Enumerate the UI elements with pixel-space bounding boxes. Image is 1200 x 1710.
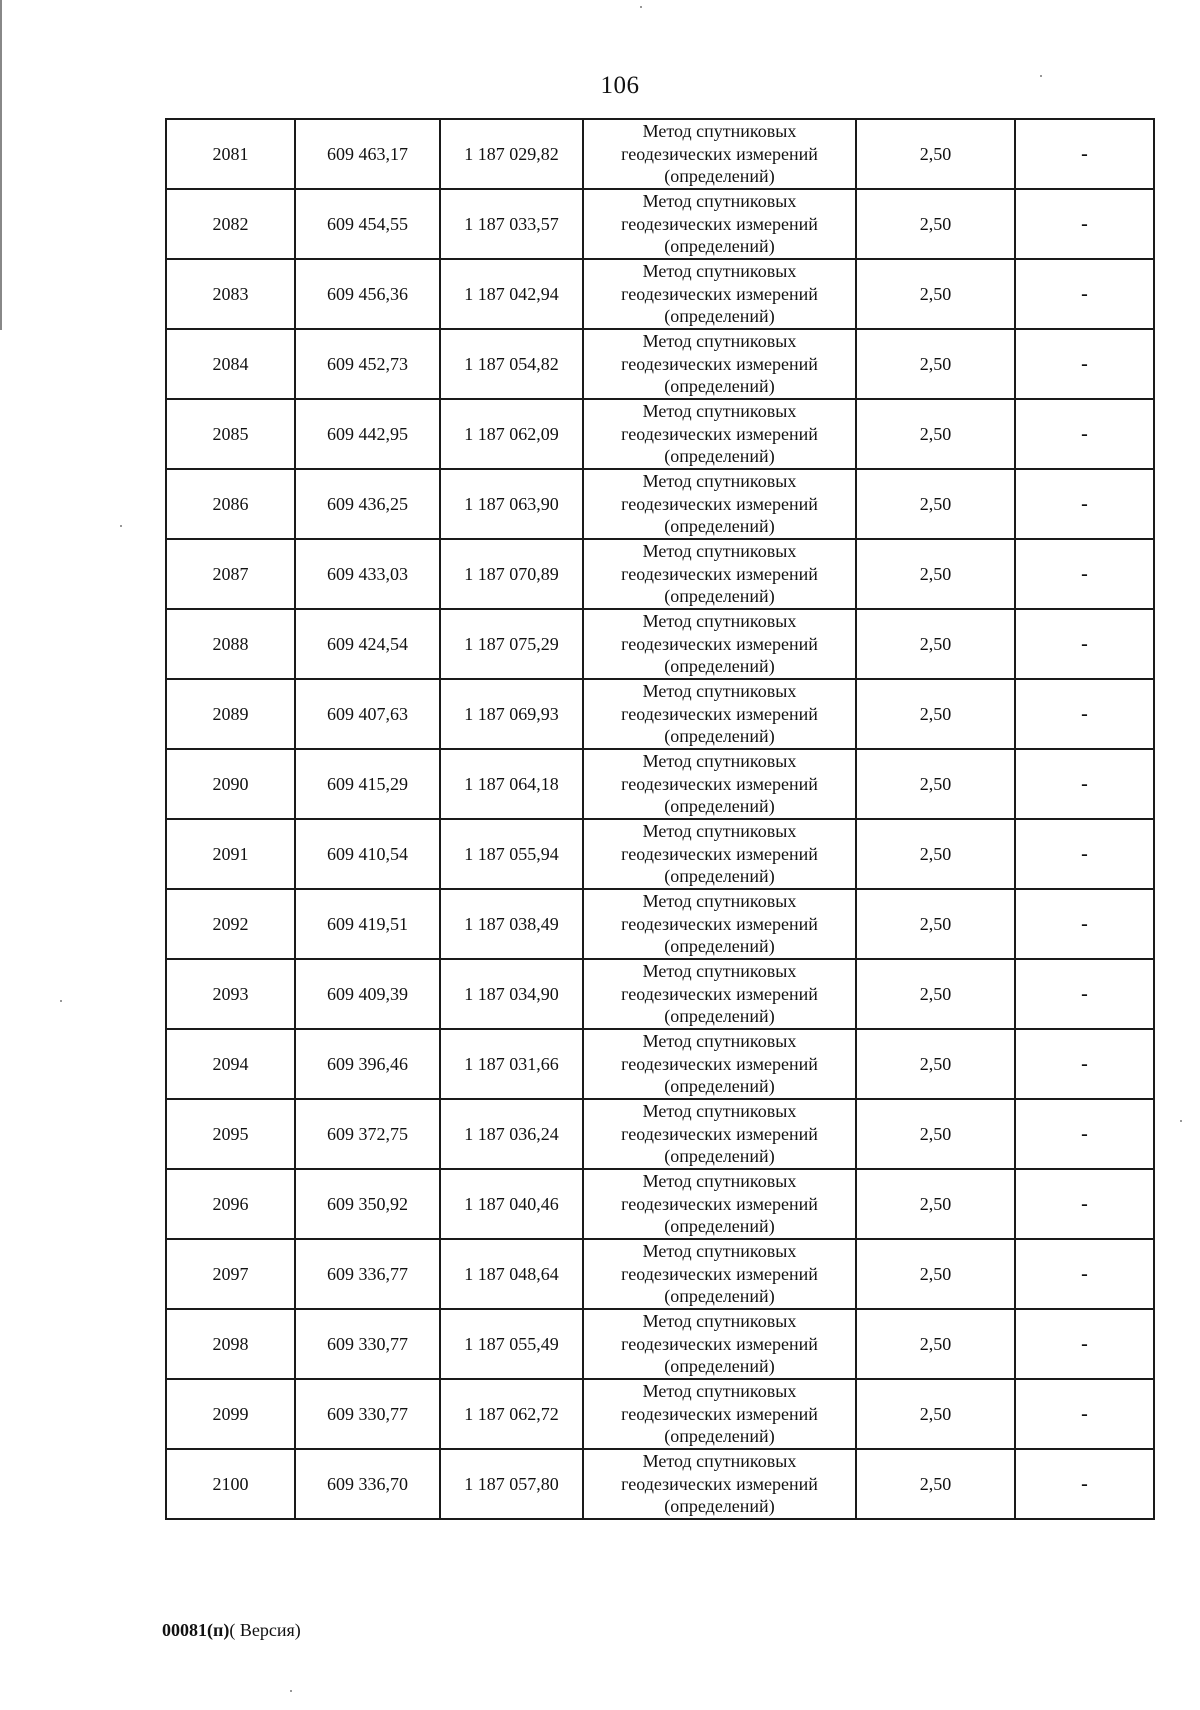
coordinate-y-cell: 1 187 038,49 <box>440 889 583 959</box>
method-text-line: (определений) <box>664 1356 775 1377</box>
method-text-line: (определений) <box>664 726 775 747</box>
method-cell <box>583 1449 856 1519</box>
scan-speck <box>640 6 642 8</box>
method-text-line: (определений) <box>664 1286 775 1307</box>
method-cell <box>583 889 856 959</box>
description-cell: - <box>1015 889 1154 959</box>
method-text-line: геодезических измерений <box>621 563 818 584</box>
method-text-line: геодезических измерений <box>621 843 818 864</box>
accuracy-cell: 2,50 <box>856 959 1015 1029</box>
accuracy-cell: 2,50 <box>856 1169 1015 1239</box>
description-cell: - <box>1015 1239 1154 1309</box>
table-row <box>166 1449 1154 1519</box>
coordinate-x-cell: 609 336,70 <box>295 1449 440 1519</box>
coordinate-y-cell: 1 187 054,82 <box>440 329 583 399</box>
point-number-cell: 2099 <box>166 1379 295 1449</box>
method-text-line: геодезических измерений <box>621 1333 818 1354</box>
table-row <box>166 889 1154 959</box>
coordinate-y-cell: 1 187 040,46 <box>440 1169 583 1239</box>
method-cell <box>583 259 856 329</box>
coordinate-y-cell: 1 187 075,29 <box>440 609 583 679</box>
method-text-line: (определений) <box>664 376 775 397</box>
accuracy-cell: 2,50 <box>856 539 1015 609</box>
coordinate-x-cell: 609 436,25 <box>295 469 440 539</box>
method-text-line: Метод спутниковых <box>642 1171 797 1192</box>
method-cell <box>583 1029 856 1099</box>
coordinate-x-cell: 609 396,46 <box>295 1029 440 1099</box>
description-cell: - <box>1015 609 1154 679</box>
coordinate-y-cell: 1 187 036,24 <box>440 1099 583 1169</box>
accuracy-cell: 2,50 <box>856 189 1015 259</box>
point-number-cell: 2088 <box>166 609 295 679</box>
coordinate-y-cell: 1 187 042,94 <box>440 259 583 329</box>
method-text-line: геодезических измерений <box>621 1473 818 1494</box>
table-row <box>166 819 1154 889</box>
method-text-line: (определений) <box>664 936 775 957</box>
table-row <box>166 469 1154 539</box>
method-text-line: геодезических измерений <box>621 1053 818 1074</box>
method-text-line: Метод спутниковых <box>642 471 797 492</box>
method-text-line: Метод спутниковых <box>642 1101 797 1122</box>
method-text-line: Метод спутниковых <box>642 681 797 702</box>
method-text-line: Метод спутниковых <box>642 261 797 282</box>
method-cell <box>583 469 856 539</box>
method-text-line: Метод спутниковых <box>642 121 797 142</box>
point-number-cell: 2082 <box>166 189 295 259</box>
coordinate-y-cell: 1 187 031,66 <box>440 1029 583 1099</box>
method-text-line: (определений) <box>664 1426 775 1447</box>
method-cell <box>583 1309 856 1379</box>
point-number-cell: 2096 <box>166 1169 295 1239</box>
point-number-cell: 2100 <box>166 1449 295 1519</box>
method-text-line: геодезических измерений <box>621 773 818 794</box>
accuracy-cell: 2,50 <box>856 1239 1015 1309</box>
method-cell <box>583 539 856 609</box>
coordinate-x-cell: 609 463,17 <box>295 119 440 189</box>
coordinate-y-cell: 1 187 064,18 <box>440 749 583 819</box>
coordinate-x-cell: 609 454,55 <box>295 189 440 259</box>
method-text-line: Метод спутниковых <box>642 331 797 352</box>
method-text-line: (определений) <box>664 866 775 887</box>
accuracy-cell: 2,50 <box>856 749 1015 819</box>
method-text-line: Метод спутниковых <box>642 401 797 422</box>
coordinate-x-cell: 609 456,36 <box>295 259 440 329</box>
accuracy-cell: 2,50 <box>856 329 1015 399</box>
method-cell <box>583 119 856 189</box>
method-cell <box>583 1099 856 1169</box>
coordinate-x-cell: 609 407,63 <box>295 679 440 749</box>
description-cell: - <box>1015 189 1154 259</box>
method-text-line: геодезических измерений <box>621 213 818 234</box>
method-text-line: геодезических измерений <box>621 283 818 304</box>
description-cell: - <box>1015 959 1154 1029</box>
method-cell <box>583 959 856 1029</box>
description-cell: - <box>1015 679 1154 749</box>
method-text-line: геодезических измерений <box>621 633 818 654</box>
method-cell <box>583 1379 856 1449</box>
coordinate-x-cell: 609 350,92 <box>295 1169 440 1239</box>
description-cell: - <box>1015 539 1154 609</box>
coordinate-x-cell: 609 372,75 <box>295 1099 440 1169</box>
table-row <box>166 959 1154 1029</box>
coordinate-y-cell: 1 187 033,57 <box>440 189 583 259</box>
method-text-line: (определений) <box>664 1006 775 1027</box>
method-text-line: Метод спутниковых <box>642 1451 797 1472</box>
table-row <box>166 749 1154 819</box>
coordinate-x-cell: 609 336,77 <box>295 1239 440 1309</box>
method-text-line: геодезических измерений <box>621 983 818 1004</box>
table-row <box>166 119 1154 189</box>
accuracy-cell: 2,50 <box>856 1449 1015 1519</box>
method-cell <box>583 819 856 889</box>
table-row <box>166 1029 1154 1099</box>
coordinate-y-cell: 1 187 055,49 <box>440 1309 583 1379</box>
method-cell <box>583 329 856 399</box>
coordinate-y-cell: 1 187 062,72 <box>440 1379 583 1449</box>
method-text-line: Метод спутниковых <box>642 961 797 982</box>
point-number-cell: 2083 <box>166 259 295 329</box>
table-row <box>166 189 1154 259</box>
coordinate-y-cell: 1 187 069,93 <box>440 679 583 749</box>
method-text-line: геодезических измерений <box>621 1123 818 1144</box>
coordinate-x-cell: 609 330,77 <box>295 1309 440 1379</box>
description-cell: - <box>1015 1099 1154 1169</box>
method-text-line: (определений) <box>664 656 775 677</box>
method-text-line: (определений) <box>664 1146 775 1167</box>
method-text-line: Метод спутниковых <box>642 541 797 562</box>
description-cell: - <box>1015 1379 1154 1449</box>
accuracy-cell: 2,50 <box>856 819 1015 889</box>
table-row <box>166 1379 1154 1449</box>
coordinate-y-cell: 1 187 034,90 <box>440 959 583 1029</box>
description-cell: - <box>1015 1029 1154 1099</box>
table-row <box>166 1099 1154 1169</box>
point-number-cell: 2089 <box>166 679 295 749</box>
accuracy-cell: 2,50 <box>856 1309 1015 1379</box>
method-text-line: Метод спутниковых <box>642 611 797 632</box>
description-cell: - <box>1015 819 1154 889</box>
method-cell <box>583 399 856 469</box>
accuracy-cell: 2,50 <box>856 1379 1015 1449</box>
scan-speck <box>120 525 122 527</box>
document-footer <box>162 1620 301 1641</box>
coordinate-x-cell: 609 452,73 <box>295 329 440 399</box>
coordinate-x-cell: 609 424,54 <box>295 609 440 679</box>
table-row <box>166 1309 1154 1379</box>
point-number-cell: 2095 <box>166 1099 295 1169</box>
method-text-line: (определений) <box>664 796 775 817</box>
method-cell <box>583 609 856 679</box>
coordinate-x-cell: 609 442,95 <box>295 399 440 469</box>
method-cell <box>583 1239 856 1309</box>
table-row <box>166 609 1154 679</box>
document-version-label: ( Версия) <box>229 1620 301 1640</box>
method-text-line: (определений) <box>664 446 775 467</box>
method-text-line: геодезических измерений <box>621 703 818 724</box>
scan-speck <box>60 1000 62 1002</box>
coordinate-y-cell: 1 187 057,80 <box>440 1449 583 1519</box>
method-text-line: геодезических измерений <box>621 1403 818 1424</box>
description-cell: - <box>1015 469 1154 539</box>
table-row <box>166 539 1154 609</box>
scan-speck <box>290 1690 292 1692</box>
point-number-cell: 2086 <box>166 469 295 539</box>
coordinate-x-cell: 609 419,51 <box>295 889 440 959</box>
description-cell: - <box>1015 119 1154 189</box>
coordinate-y-cell: 1 187 055,94 <box>440 819 583 889</box>
method-text-line: Метод спутниковых <box>642 191 797 212</box>
point-number-cell: 2084 <box>166 329 295 399</box>
method-cell <box>583 189 856 259</box>
method-text-line: Метод спутниковых <box>642 1311 797 1332</box>
description-cell: - <box>1015 1169 1154 1239</box>
method-text-line: Метод спутниковых <box>642 891 797 912</box>
method-text-line: геодезических измерений <box>621 353 818 374</box>
method-text-line: геодезических измерений <box>621 1263 818 1284</box>
accuracy-cell: 2,50 <box>856 259 1015 329</box>
table-row <box>166 399 1154 469</box>
point-number-cell: 2092 <box>166 889 295 959</box>
point-number-cell: 2098 <box>166 1309 295 1379</box>
accuracy-cell: 2,50 <box>856 1099 1015 1169</box>
method-text-line: (определений) <box>664 306 775 327</box>
coordinate-x-cell: 609 433,03 <box>295 539 440 609</box>
scan-edge-line <box>0 0 2 330</box>
method-text-line: (определений) <box>664 1216 775 1237</box>
description-cell: - <box>1015 329 1154 399</box>
document-code: 00081(п) <box>162 1620 230 1640</box>
point-number-cell: 2093 <box>166 959 295 1029</box>
scan-speck <box>1180 1120 1182 1122</box>
method-text-line: геодезических измерений <box>621 143 818 164</box>
coordinate-y-cell: 1 187 070,89 <box>440 539 583 609</box>
coordinates-table <box>165 118 1155 1520</box>
point-number-cell: 2091 <box>166 819 295 889</box>
coordinate-x-cell: 609 330,77 <box>295 1379 440 1449</box>
point-number-cell: 2087 <box>166 539 295 609</box>
method-cell <box>583 749 856 819</box>
method-text-line: (определений) <box>664 166 775 187</box>
coordinate-x-cell: 609 415,29 <box>295 749 440 819</box>
point-number-cell: 2094 <box>166 1029 295 1099</box>
accuracy-cell: 2,50 <box>856 889 1015 959</box>
coordinates-table-body <box>166 119 1154 1519</box>
coordinate-y-cell: 1 187 048,64 <box>440 1239 583 1309</box>
method-text-line: Метод спутниковых <box>642 1031 797 1052</box>
description-cell: - <box>1015 399 1154 469</box>
method-cell <box>583 1169 856 1239</box>
accuracy-cell: 2,50 <box>856 119 1015 189</box>
method-text-line: Метод спутниковых <box>642 821 797 842</box>
method-text-line: геодезических измерений <box>621 1193 818 1214</box>
description-cell: - <box>1015 1309 1154 1379</box>
method-text-line: геодезических измерений <box>621 493 818 514</box>
accuracy-cell: 2,50 <box>856 399 1015 469</box>
table-row <box>166 1239 1154 1309</box>
point-number-cell: 2097 <box>166 1239 295 1309</box>
accuracy-cell: 2,50 <box>856 1029 1015 1099</box>
point-number-cell: 2085 <box>166 399 295 469</box>
coordinate-y-cell: 1 187 063,90 <box>440 469 583 539</box>
method-text-line: геодезических измерений <box>621 913 818 934</box>
method-cell <box>583 679 856 749</box>
method-text-line: геодезических измерений <box>621 423 818 444</box>
point-number-cell: 2081 <box>166 119 295 189</box>
coordinate-y-cell: 1 187 029,82 <box>440 119 583 189</box>
table-row <box>166 259 1154 329</box>
coordinate-x-cell: 609 410,54 <box>295 819 440 889</box>
description-cell: - <box>1015 749 1154 819</box>
accuracy-cell: 2,50 <box>856 469 1015 539</box>
accuracy-cell: 2,50 <box>856 679 1015 749</box>
method-text-line: Метод спутниковых <box>642 751 797 772</box>
scan-speck <box>1040 75 1042 77</box>
table-row <box>166 1169 1154 1239</box>
coordinate-y-cell: 1 187 062,09 <box>440 399 583 469</box>
table-row <box>166 679 1154 749</box>
description-cell: - <box>1015 1449 1154 1519</box>
description-cell: - <box>1015 259 1154 329</box>
method-text-line: (определений) <box>664 236 775 257</box>
method-text-line: (определений) <box>664 1076 775 1097</box>
coordinate-x-cell: 609 409,39 <box>295 959 440 1029</box>
method-text-line: Метод спутниковых <box>642 1381 797 1402</box>
table-row <box>166 329 1154 399</box>
method-text-line: Метод спутниковых <box>642 1241 797 1262</box>
page-number: 106 <box>600 72 640 99</box>
method-text-line: (определений) <box>664 516 775 537</box>
method-text-line: (определений) <box>664 1496 775 1517</box>
accuracy-cell: 2,50 <box>856 609 1015 679</box>
method-text-line: (определений) <box>664 586 775 607</box>
point-number-cell: 2090 <box>166 749 295 819</box>
